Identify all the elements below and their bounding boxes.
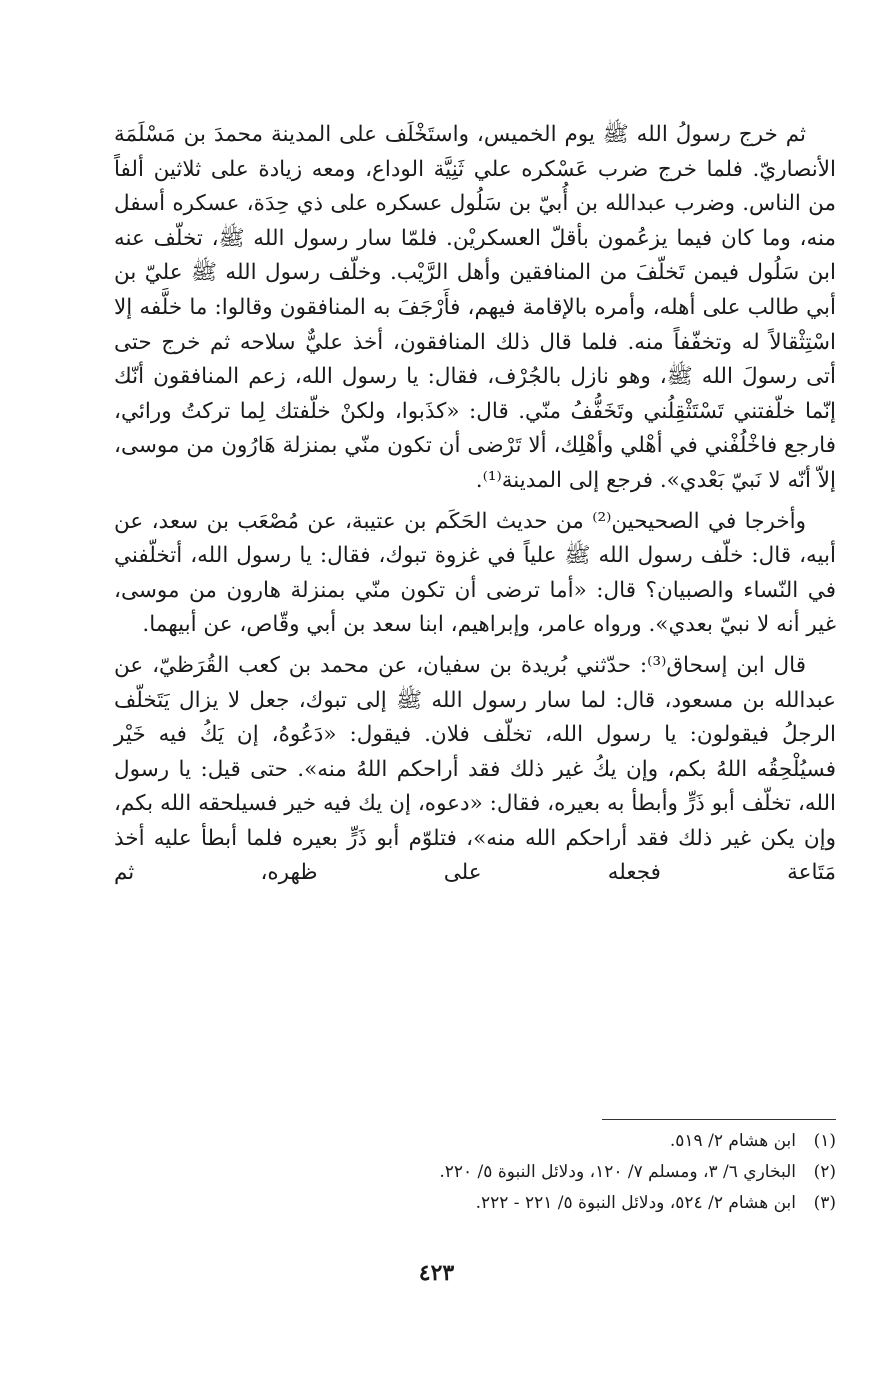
footnote-2 <box>260 1157 836 1188</box>
paragraph-2: وأخرجا في الصحيحين⁽²⁾ من حديث الحَكَم بن عتيبة، عن مُصْعَب بن سعد، عن أبيه، قال: خلّف رسول الله ﷺ علياً في غزوة تبوك، فقال: يا رسول الله، أتخلّفني في النّساء والصبيان؟ قال: «أما ترضى أن تكون منّي بمنزلة هارون من موسى، غير أنه لا نبيّ بعدي». ورواه عامر، وإبراهيم، ابنا سعد بن أبي وقّاص، عن أبيهما. <box>114 508 836 638</box>
main-text <box>114 118 836 897</box>
paragraph-1: ثم خرج رسولُ الله ﷺ يوم الخميس، واستَخْلَف على المدينة محمدَ بن مَسْلَمَة الأنصاريّ. فلما خرج ضرب عَسْكره علي ثَنِيَّة الوداع، ومعه زيادة على ثلاثين ألفاً من الناس. وضرب عبدالله بن أُبيّ بن سَلُول عسكره على ذي حِدَة، عسكره أسفل منه، وما كان فيما يزعُمون بأقلّ العسكريْن. فلمّا سار رسول الله ﷺ، تخلّف عنه ابن سَلُول فيمن تَخلّفَ من المنافقين وأهل الرَّيْب. وخلّف رسول الله ﷺ عليّ بن أبي طالب على أهله، وأمره بالإقامة فيهم، فأَرْجَفَ به المنافقون وقالوا: ما خلَّفه إلا اسْتِثْقالاً له وتخفّفاً منه. فلما قال ذلك المنافقون، أخذ عليٌّ سلاحه ثم خرج حتى أتى رسولَ الله ﷺ، وهو نازل بالجُرْف، فقال: يا رسول الله، زعم المنافقون أنّك إنّما خلّفتني تَسْتَثْقِلُني وتَخَفُّفُ منّي. قال: «كذَبوا، ولكنْ خلّفتك لِما تركتُ ورائي، فارجع فاخْلُفْني في أهْلي وأهْلِك، ألا تَرْضى أن تكون منّي بمنزلة هَارُون من موسى، إلاّ أنّه لا نَبيّ بَعْدي». فرجع إلى المدينة⁽¹⁾. <box>114 122 836 493</box>
footnote-number: (٣) <box>813 1193 836 1213</box>
footnote-divider <box>602 1119 836 1120</box>
footnote-number: (١) <box>813 1131 836 1151</box>
footnote-3 <box>260 1188 836 1219</box>
page-number: ٤٢٣ <box>418 1260 455 1286</box>
footnote-1 <box>260 1126 836 1157</box>
footnote-text: ابن هشام ٢/ ٥١٩. <box>669 1131 796 1151</box>
footnote-text: البخاري ٦/ ٣، ومسلم ٧/ ١٢٠، ودلائل النبوة ٥/ ٢٢٠. <box>439 1162 796 1182</box>
footnotes <box>260 1126 836 1219</box>
paragraph-3: قال ابن إسحاق⁽³⁾: حدّثني بُريدة بن سفيان، عن محمد بن كعب القُرَظيّ، عن عبدالله بن مسعود، قال: لما سار رسول الله ﷺ إلى تبوك، جعل لا يزال يَتَخلّف الرجلُ فيقولون: يا رسول الله، تخلّف فلان. فيقول: «دَعُوهُ، إن يَكُ فيه خَيْر فسيُلْحِقُه اللهُ بكم، وإن يكُ غير ذلك فقد أراحكم اللهُ منه». حتى قيل: يا رسول الله، تخلّف أبو ذَرٍّ وأبطأ به بعيره، فقال: «دعوه، إن يك فيه خير فسيلحقه الله بكم، وإن يكن غير ذلك فقد أراحكم الله منه»، فتلوّم أبو ذَرٍّ بعيره فلما أبطأ عليه أخذ مَتَاعة فجعله على ظهره، ثم <box>114 652 836 886</box>
footnote-number: (٢) <box>813 1162 836 1182</box>
footnote-text: ابن هشام ٢/ ٥٢٤، ودلائل النبوة ٥/ ٢٢١ - ٢٢٢. <box>475 1193 796 1213</box>
